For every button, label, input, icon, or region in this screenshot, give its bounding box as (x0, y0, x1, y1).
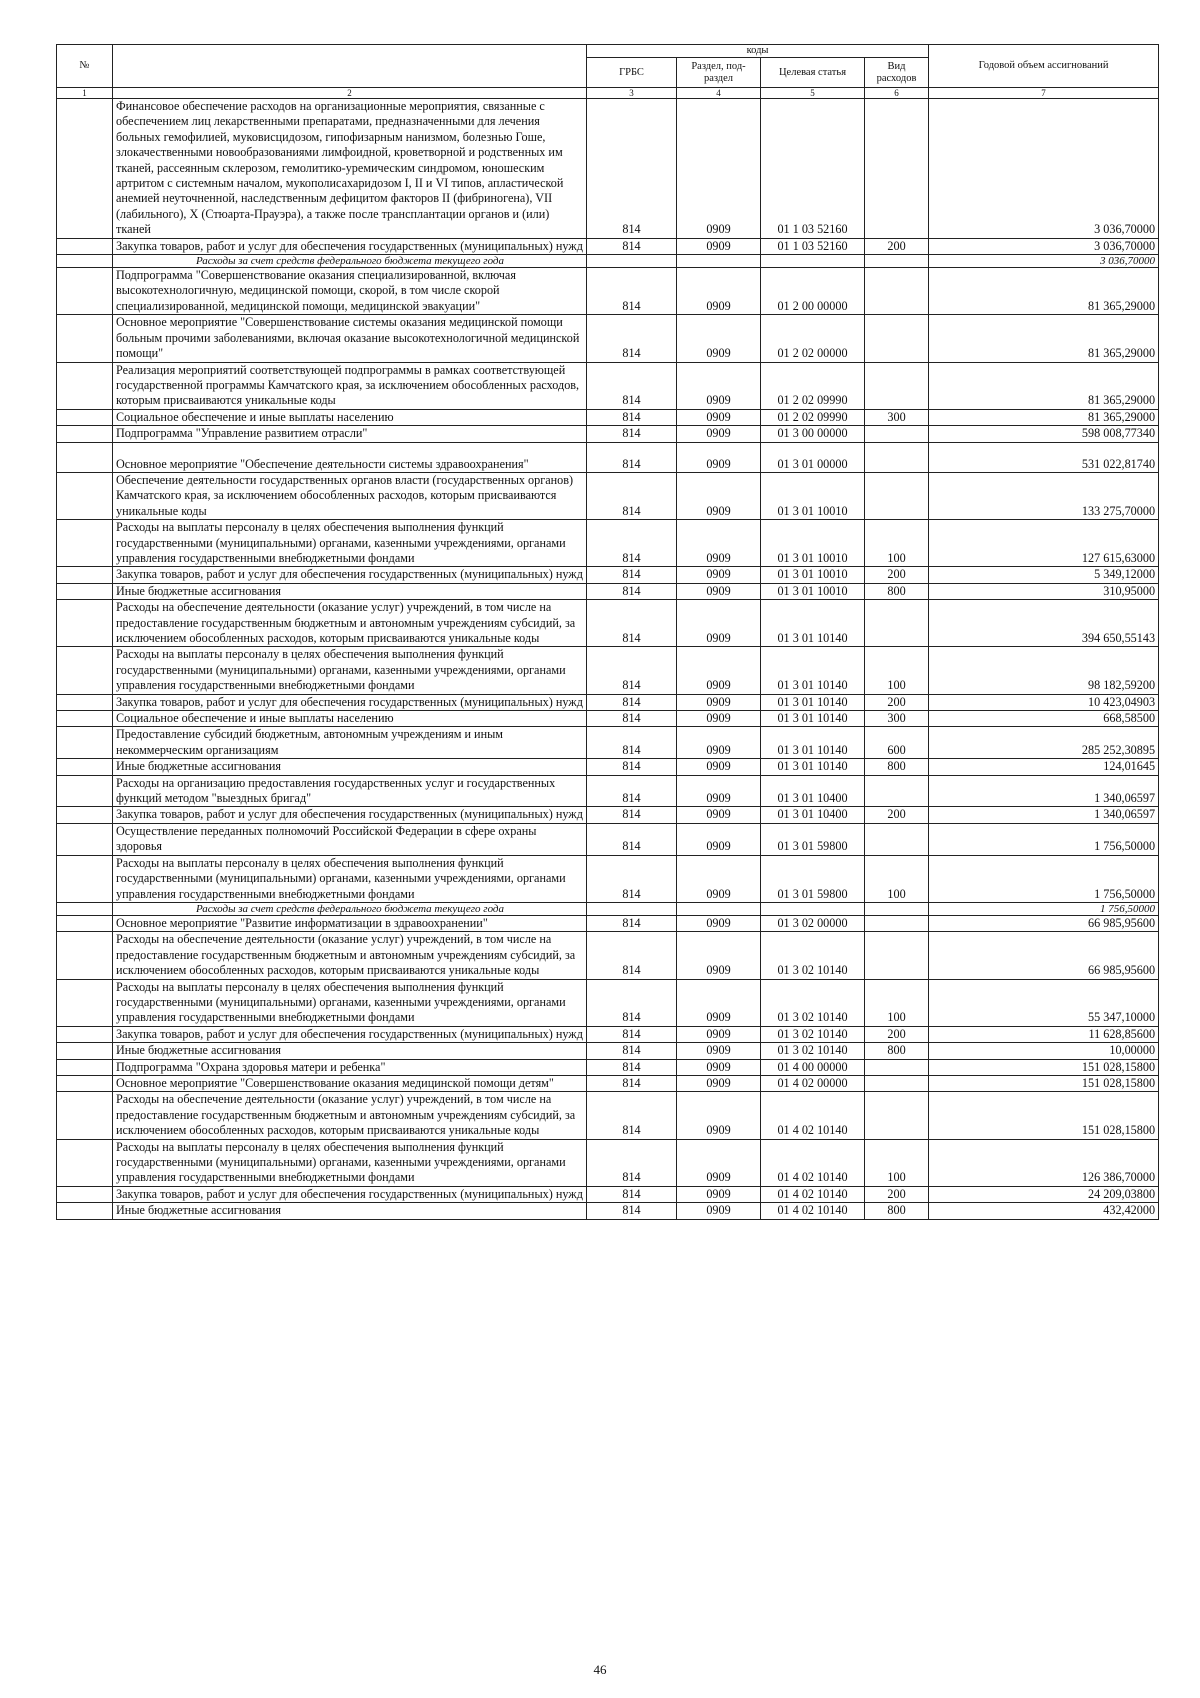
row-section: 0909 (677, 823, 761, 855)
row-number (57, 567, 113, 583)
row-grbs: 814 (587, 855, 677, 902)
row-number (57, 1026, 113, 1042)
row-name: Закупка товаров, работ и услуг для обеспечения государственных (муниципальных) нужд (113, 1026, 587, 1042)
column-index: 3 (587, 88, 677, 99)
row-amount: 598 008,77340 (929, 426, 1159, 442)
row-target: 01 4 02 10140 (761, 1139, 865, 1186)
row-target: 01 3 01 10010 (761, 567, 865, 583)
row-expense-type: 200 (865, 567, 929, 583)
federal-funds-row (57, 902, 1159, 915)
row-expense-type (865, 1092, 929, 1139)
row-name: Расходы на обеспечение деятельности (оказание услуг) учреждений, в том числе на предоставление государственным бюджетным и автономным учреждениям субсидий, за исключением обособленных расходов, которым присваиваются уникальные коды (113, 1092, 587, 1139)
row-number (57, 362, 113, 409)
row-amount: 10,00000 (929, 1043, 1159, 1059)
row-number (57, 315, 113, 362)
row-amount: 81 365,29000 (929, 315, 1159, 362)
row-section: 0909 (677, 600, 761, 647)
row-target: 01 3 02 10140 (761, 1043, 865, 1059)
row-amount: 124,01645 (929, 759, 1159, 775)
row-grbs: 814 (587, 520, 677, 567)
row-grbs (587, 902, 677, 915)
row-number (57, 520, 113, 567)
row-expense-type (865, 255, 929, 268)
row-number (57, 1092, 113, 1139)
row-number (57, 1186, 113, 1202)
row-target: 01 4 02 10140 (761, 1203, 865, 1219)
row-amount: 285 252,30895 (929, 727, 1159, 759)
row-name: Подпрограмма "Управление развитием отрасли" (113, 426, 587, 442)
row-amount: 98 182,59200 (929, 647, 1159, 694)
row-grbs: 814 (587, 694, 677, 710)
row-number (57, 727, 113, 759)
row-target: 01 3 01 10400 (761, 807, 865, 823)
row-grbs: 814 (587, 1186, 677, 1202)
row-expense-type (865, 472, 929, 519)
row-grbs: 814 (587, 1139, 677, 1186)
row-name: Расходы на выплаты персоналу в целях обеспечения выполнения функций государственными (муниципальными) органами, казенными учреждениями, органами управления государственными внебюджетными фондами (113, 979, 587, 1026)
row-number (57, 694, 113, 710)
row-expense-type (865, 426, 929, 442)
row-number (57, 932, 113, 979)
row-name: Расходы на обеспечение деятельности (оказание услуг) учреждений, в том числе на предоставление государственным бюджетным и автономным учреждениям субсидий, за исключением обособленных расходов, которым присваиваются уникальные коды (113, 932, 587, 979)
row-amount: 1 756,50000 (929, 855, 1159, 902)
row-number (57, 1139, 113, 1186)
row-target: 01 3 01 59800 (761, 823, 865, 855)
row-number (57, 409, 113, 425)
row-grbs: 814 (587, 315, 677, 362)
row-name: Финансовое обеспечение расходов на организационные мероприятия, связанные с обеспечением лиц лекарственными препаратами, предназначенными для лечения больных гемофилией, муковисцидозом, гипофизарным нанизмом, болезнью Гоше, злокачественными новообразованиями лимфоидной, кроветворной и родственных им тканей, рассеянным склерозом, гемолитико-уремическим синдромом, юношеским артритом с системным началом, мукополисахаридозом I, II и VI типов, апластической анемией неуточненной, наследственным дефицитом факторов II (фибриногена), VII (лабильного), X (Стюарта-Прауэра), а также после трансплантации органов и (или) тканей (113, 99, 587, 239)
row-name: Расходы за счет средств федерального бюджета текущего года (113, 902, 587, 915)
row-amount: 127 615,63000 (929, 520, 1159, 567)
table-row (57, 315, 1159, 362)
row-number (57, 583, 113, 599)
table-row (57, 915, 1159, 931)
table-row (57, 1059, 1159, 1075)
table-row (57, 807, 1159, 823)
row-expense-type (865, 775, 929, 807)
table-row (57, 238, 1159, 254)
row-target: 01 3 01 10010 (761, 520, 865, 567)
row-amount: 81 365,29000 (929, 362, 1159, 409)
row-target: 01 3 01 10010 (761, 583, 865, 599)
row-target: 01 3 01 00000 (761, 442, 865, 472)
row-grbs: 814 (587, 1092, 677, 1139)
row-number (57, 823, 113, 855)
row-amount: 1 340,06597 (929, 775, 1159, 807)
row-grbs: 814 (587, 99, 677, 239)
row-grbs: 814 (587, 823, 677, 855)
row-number (57, 1043, 113, 1059)
table-row (57, 583, 1159, 599)
row-name: Осуществление переданных полномочий Российской Федерации в сфере охраны здоровья (113, 823, 587, 855)
row-grbs: 814 (587, 567, 677, 583)
row-section: 0909 (677, 238, 761, 254)
row-expense-type (865, 902, 929, 915)
row-section: 0909 (677, 759, 761, 775)
header-annual: Годовой объем ассигнований (929, 45, 1159, 88)
row-name: Обеспечение деятельности государственных органов власти (государственных органов) Камчатского края, за исключением обособленных расходов, которым присваиваются уникальные коды (113, 472, 587, 519)
row-section: 0909 (677, 1059, 761, 1075)
row-grbs: 814 (587, 647, 677, 694)
row-grbs: 814 (587, 979, 677, 1026)
row-name: Основное мероприятие "Совершенствование системы оказания медицинской помощи больным прочими заболеваниями, включая оказание высокотехнологичной медицинской помощи" (113, 315, 587, 362)
row-section: 0909 (677, 647, 761, 694)
row-target: 01 4 02 10140 (761, 1092, 865, 1139)
row-name: Иные бюджетные ассигнования (113, 1203, 587, 1219)
row-amount: 310,95000 (929, 583, 1159, 599)
column-index: 7 (929, 88, 1159, 99)
row-number (57, 255, 113, 268)
row-section: 0909 (677, 567, 761, 583)
row-number (57, 238, 113, 254)
header-grbs: ГРБС (587, 58, 677, 88)
table-row (57, 647, 1159, 694)
table-row (57, 1026, 1159, 1042)
row-amount: 81 365,29000 (929, 409, 1159, 425)
row-section: 0909 (677, 1075, 761, 1091)
row-name: Расходы за счет средств федерального бюджета текущего года (113, 255, 587, 268)
row-name: Основное мероприятие "Развитие информатизации в здравоохранении" (113, 915, 587, 931)
row-number (57, 807, 113, 823)
row-expense-type (865, 932, 929, 979)
row-grbs: 814 (587, 1203, 677, 1219)
row-target: 01 2 02 00000 (761, 315, 865, 362)
row-name: Иные бюджетные ассигнования (113, 759, 587, 775)
row-name: Расходы на выплаты персоналу в целях обеспечения выполнения функций государственными (муниципальными) органами, казенными учреждениями, органами управления государственными внебюджетными фондами (113, 1139, 587, 1186)
row-section: 0909 (677, 727, 761, 759)
row-amount: 1 756,50000 (929, 823, 1159, 855)
row-target: 01 3 02 10140 (761, 1026, 865, 1042)
row-target: 01 4 02 10140 (761, 1186, 865, 1202)
row-number (57, 268, 113, 315)
table-row (57, 711, 1159, 727)
table-row (57, 727, 1159, 759)
table-row (57, 1075, 1159, 1091)
row-number (57, 647, 113, 694)
budget-table (56, 44, 1159, 1220)
row-name: Иные бюджетные ассигнования (113, 1043, 587, 1059)
row-expense-type (865, 362, 929, 409)
row-section: 0909 (677, 426, 761, 442)
row-expense-type: 800 (865, 759, 929, 775)
row-target: 01 1 03 52160 (761, 99, 865, 239)
row-name: Закупка товаров, работ и услуг для обеспечения государственных (муниципальных) нужд (113, 567, 587, 583)
row-expense-type: 200 (865, 238, 929, 254)
row-expense-type: 800 (865, 583, 929, 599)
row-grbs: 814 (587, 238, 677, 254)
row-number (57, 711, 113, 727)
row-grbs: 814 (587, 362, 677, 409)
row-expense-type: 200 (865, 1186, 929, 1202)
table-row (57, 600, 1159, 647)
row-number (57, 979, 113, 1026)
row-amount: 1 756,50000 (929, 902, 1159, 915)
row-target: 01 3 02 00000 (761, 915, 865, 931)
row-amount: 394 650,55143 (929, 600, 1159, 647)
row-section (677, 902, 761, 915)
row-name: Расходы на выплаты персоналу в целях обеспечения выполнения функций государственными (муниципальными) органами, казенными учреждениями, органами управления государственными внебюджетными фондами (113, 520, 587, 567)
row-section: 0909 (677, 268, 761, 315)
row-section: 0909 (677, 932, 761, 979)
row-name: Реализация мероприятий соответствующей подпрограммы в рамках соответствующей государственной программы Камчатского края, за исключением обособленных расходов, которым присваиваются уникальные коды (113, 362, 587, 409)
row-section: 0909 (677, 915, 761, 931)
row-grbs: 814 (587, 807, 677, 823)
row-target: 01 3 01 10140 (761, 759, 865, 775)
row-name: Подпрограмма "Охрана здоровья матери и ребенка" (113, 1059, 587, 1075)
row-amount: 24 209,03800 (929, 1186, 1159, 1202)
row-grbs: 814 (587, 932, 677, 979)
table-row (57, 1203, 1159, 1219)
row-name: Расходы на обеспечение деятельности (оказание услуг) учреждений, в том числе на предоставление государственным бюджетным и автономным учреждениям субсидий, за исключением обособленных расходов, которым присваиваются уникальные коды (113, 600, 587, 647)
row-target: 01 2 02 09990 (761, 362, 865, 409)
table-row (57, 268, 1159, 315)
row-expense-type: 600 (865, 727, 929, 759)
row-grbs: 814 (587, 915, 677, 931)
row-target: 01 3 01 10140 (761, 647, 865, 694)
header-name (113, 45, 587, 88)
header-no: № (57, 45, 113, 88)
row-target: 01 4 02 00000 (761, 1075, 865, 1091)
budget-table-page (56, 44, 1158, 1220)
row-number (57, 442, 113, 472)
row-section: 0909 (677, 583, 761, 599)
row-amount: 3 036,70000 (929, 255, 1159, 268)
row-section: 0909 (677, 99, 761, 239)
row-expense-type (865, 99, 929, 239)
row-grbs: 814 (587, 409, 677, 425)
row-grbs: 814 (587, 472, 677, 519)
row-expense-type: 100 (865, 855, 929, 902)
row-section: 0909 (677, 1092, 761, 1139)
row-name: Иные бюджетные ассигнования (113, 583, 587, 599)
table-row (57, 1043, 1159, 1059)
row-target: 01 3 01 10400 (761, 775, 865, 807)
row-grbs: 814 (587, 1075, 677, 1091)
column-index: 2 (113, 88, 587, 99)
row-section: 0909 (677, 979, 761, 1026)
row-expense-type: 800 (865, 1043, 929, 1059)
row-amount: 3 036,70000 (929, 238, 1159, 254)
row-grbs: 814 (587, 1059, 677, 1075)
row-expense-type (865, 1075, 929, 1091)
row-grbs: 814 (587, 583, 677, 599)
row-section: 0909 (677, 409, 761, 425)
row-expense-type (865, 315, 929, 362)
row-target: 01 3 02 10140 (761, 979, 865, 1026)
table-row (57, 99, 1159, 239)
row-number (57, 1075, 113, 1091)
table-row (57, 426, 1159, 442)
row-grbs: 814 (587, 1026, 677, 1042)
row-target: 01 4 00 00000 (761, 1059, 865, 1075)
row-amount: 55 347,10000 (929, 979, 1159, 1026)
page-number: 46 (593, 1662, 607, 1677)
row-grbs: 814 (587, 426, 677, 442)
row-grbs: 814 (587, 727, 677, 759)
row-amount: 151 028,15800 (929, 1059, 1159, 1075)
row-target: 01 3 01 59800 (761, 855, 865, 902)
table-row (57, 1186, 1159, 1202)
row-amount: 11 628,85600 (929, 1026, 1159, 1042)
row-target: 01 1 03 52160 (761, 238, 865, 254)
row-name: Социальное обеспечение и иные выплаты населению (113, 711, 587, 727)
table-row (57, 979, 1159, 1026)
row-name: Расходы на выплаты персоналу в целях обеспечения выполнения функций государственными (муниципальными) органами, казенными учреждениями, органами управления государственными внебюджетными фондами (113, 855, 587, 902)
row-name: Закупка товаров, работ и услуг для обеспечения государственных (муниципальных) нужд (113, 1186, 587, 1202)
row-number (57, 472, 113, 519)
row-target: 01 3 00 00000 (761, 426, 865, 442)
table-row (57, 694, 1159, 710)
row-number (57, 1059, 113, 1075)
row-grbs: 814 (587, 711, 677, 727)
row-number (57, 600, 113, 647)
row-name: Расходы на организацию предоставления государственных услуг и государственных функций методом "выездных бригад" (113, 775, 587, 807)
column-index: 4 (677, 88, 761, 99)
table-row (57, 759, 1159, 775)
table-row (57, 409, 1159, 425)
table-row (57, 567, 1159, 583)
row-amount: 81 365,29000 (929, 268, 1159, 315)
table-row (57, 472, 1159, 519)
row-expense-type (865, 1059, 929, 1075)
table-row (57, 362, 1159, 409)
row-grbs: 814 (587, 442, 677, 472)
row-section: 0909 (677, 711, 761, 727)
row-section: 0909 (677, 1043, 761, 1059)
row-expense-type: 100 (865, 520, 929, 567)
row-section (677, 255, 761, 268)
row-section: 0909 (677, 1139, 761, 1186)
header-target: Целевая статья (761, 58, 865, 88)
row-amount: 5 349,12000 (929, 567, 1159, 583)
row-amount: 133 275,70000 (929, 472, 1159, 519)
row-amount: 151 028,15800 (929, 1075, 1159, 1091)
column-index: 1 (57, 88, 113, 99)
row-amount: 432,42000 (929, 1203, 1159, 1219)
row-grbs: 814 (587, 600, 677, 647)
row-number (57, 426, 113, 442)
row-target (761, 255, 865, 268)
row-section: 0909 (677, 362, 761, 409)
row-section: 0909 (677, 315, 761, 362)
row-amount: 531 022,81740 (929, 442, 1159, 472)
row-grbs: 814 (587, 268, 677, 315)
row-grbs: 814 (587, 775, 677, 807)
row-target: 01 3 01 10140 (761, 694, 865, 710)
row-expense-type: 800 (865, 1203, 929, 1219)
row-expense-type: 300 (865, 711, 929, 727)
row-target (761, 902, 865, 915)
row-section: 0909 (677, 807, 761, 823)
row-number (57, 99, 113, 239)
row-number (57, 775, 113, 807)
row-name: Социальное обеспечение и иные выплаты населению (113, 409, 587, 425)
table-row (57, 775, 1159, 807)
row-number (57, 855, 113, 902)
row-target: 01 3 01 10140 (761, 727, 865, 759)
row-expense-type (865, 600, 929, 647)
row-name: Основное мероприятие "Совершенствование оказания медицинской помощи детям" (113, 1075, 587, 1091)
row-expense-type: 200 (865, 807, 929, 823)
row-section: 0909 (677, 855, 761, 902)
table-row (57, 823, 1159, 855)
row-amount: 10 423,04903 (929, 694, 1159, 710)
table-row (57, 855, 1159, 902)
row-grbs: 814 (587, 759, 677, 775)
header-section: Раздел, под-раздел (677, 58, 761, 88)
row-name: Основное мероприятие "Обеспечение деятельности системы здравоохранения" (113, 442, 587, 472)
row-amount: 126 386,70000 (929, 1139, 1159, 1186)
row-number (57, 759, 113, 775)
row-name: Закупка товаров, работ и услуг для обеспечения государственных (муниципальных) нужд (113, 807, 587, 823)
row-number (57, 915, 113, 931)
row-target: 01 3 01 10140 (761, 711, 865, 727)
column-index: 6 (865, 88, 929, 99)
header-expense-type: Вид расходов (865, 58, 929, 88)
row-section: 0909 (677, 1203, 761, 1219)
table-row (57, 442, 1159, 472)
row-expense-type: 200 (865, 694, 929, 710)
row-section: 0909 (677, 1186, 761, 1202)
row-name: Подпрограмма "Совершенствование оказания специализированной, включая высокотехнологичную, медицинской помощи, скорой, в том числе скорой специализированной, медицинской помощи, медицинской эвакуации" (113, 268, 587, 315)
row-section: 0909 (677, 694, 761, 710)
table-row (57, 1139, 1159, 1186)
header-codes: коды (587, 45, 929, 58)
row-expense-type (865, 823, 929, 855)
row-amount: 151 028,15800 (929, 1092, 1159, 1139)
row-expense-type (865, 268, 929, 315)
row-name: Предоставление субсидий бюджетным, автономным учреждениям и иным некоммерческим организациям (113, 727, 587, 759)
row-section: 0909 (677, 520, 761, 567)
row-grbs (587, 255, 677, 268)
row-expense-type: 100 (865, 1139, 929, 1186)
row-expense-type (865, 442, 929, 472)
column-index: 5 (761, 88, 865, 99)
table-row (57, 932, 1159, 979)
row-target: 01 2 02 09990 (761, 409, 865, 425)
row-section: 0909 (677, 442, 761, 472)
row-expense-type: 200 (865, 1026, 929, 1042)
row-name: Закупка товаров, работ и услуг для обеспечения государственных (муниципальных) нужд (113, 238, 587, 254)
row-target: 01 3 01 10140 (761, 600, 865, 647)
row-amount: 3 036,70000 (929, 99, 1159, 239)
row-number (57, 1203, 113, 1219)
row-amount: 1 340,06597 (929, 807, 1159, 823)
table-row (57, 1092, 1159, 1139)
row-number (57, 902, 113, 915)
row-name: Закупка товаров, работ и услуг для обеспечения государственных (муниципальных) нужд (113, 694, 587, 710)
row-expense-type: 100 (865, 979, 929, 1026)
row-expense-type: 300 (865, 409, 929, 425)
row-section: 0909 (677, 472, 761, 519)
federal-funds-row (57, 255, 1159, 268)
row-name: Расходы на выплаты персоналу в целях обеспечения выполнения функций государственными (муниципальными) органами, казенными учреждениями, органами управления государственными внебюджетными фондами (113, 647, 587, 694)
row-expense-type (865, 915, 929, 931)
row-amount: 668,58500 (929, 711, 1159, 727)
row-amount: 66 985,95600 (929, 932, 1159, 979)
row-target: 01 3 02 10140 (761, 932, 865, 979)
table-row (57, 520, 1159, 567)
row-expense-type: 100 (865, 647, 929, 694)
row-target: 01 2 00 00000 (761, 268, 865, 315)
row-grbs: 814 (587, 1043, 677, 1059)
row-target: 01 3 01 10010 (761, 472, 865, 519)
table-body (57, 99, 1159, 1220)
row-amount: 66 985,95600 (929, 915, 1159, 931)
row-section: 0909 (677, 1026, 761, 1042)
row-section: 0909 (677, 775, 761, 807)
